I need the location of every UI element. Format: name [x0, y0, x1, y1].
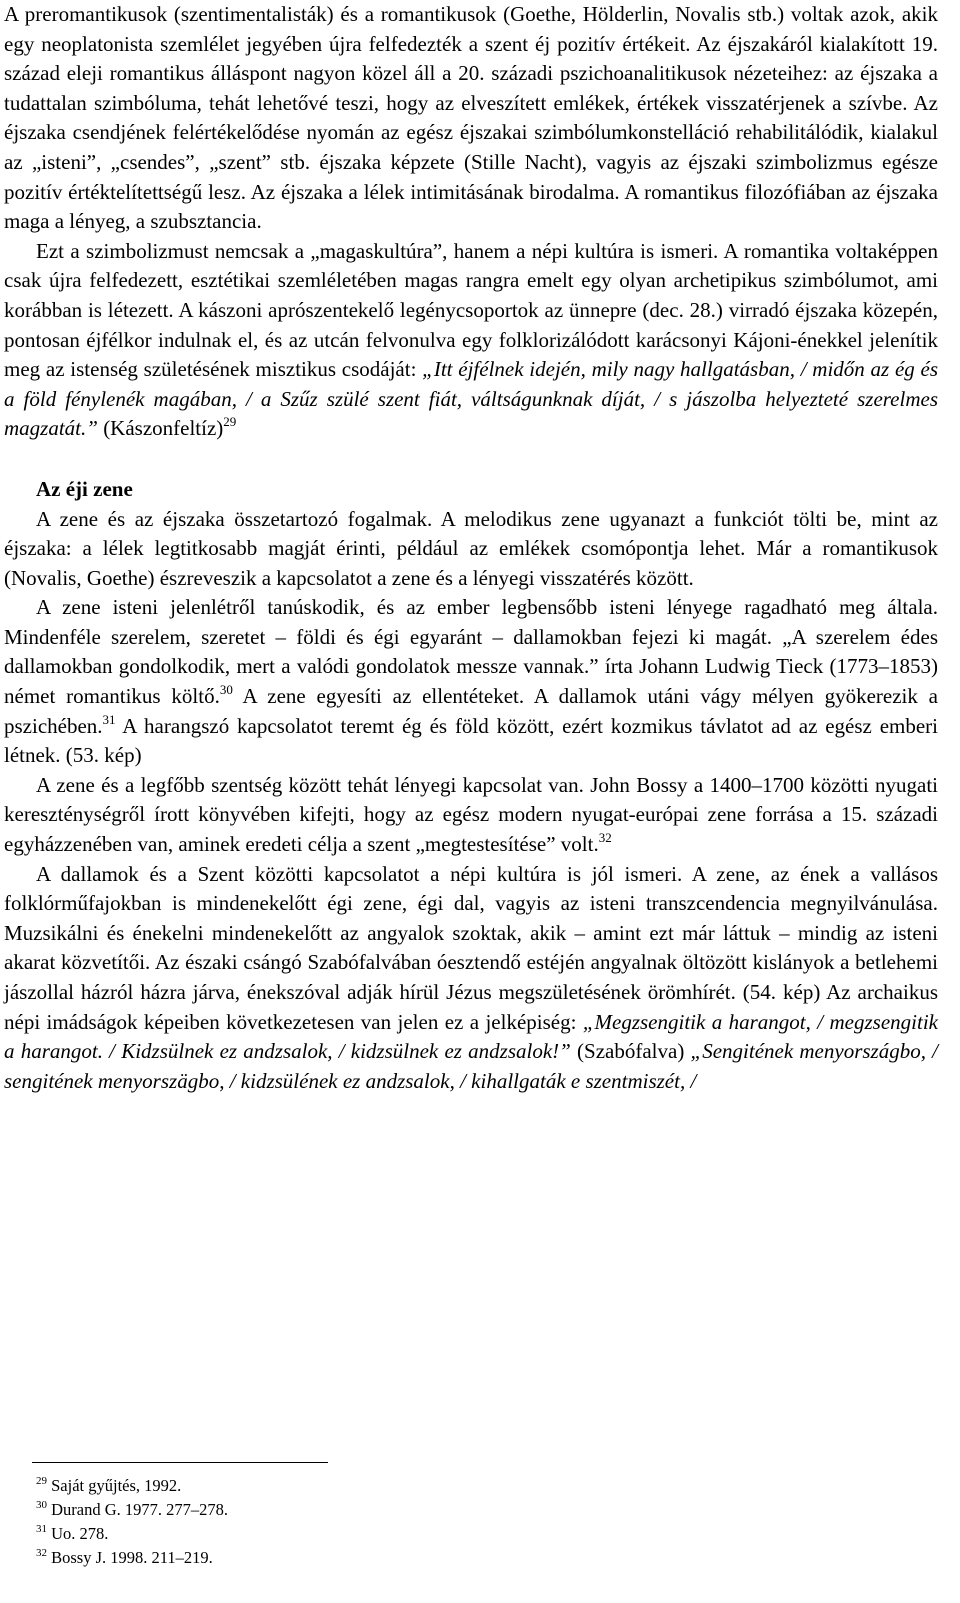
prayer-quote-1: „Megzsengitik a harangot, / megzsengitik a harangot. / Kidzsülnek ez andzsalok, / kidzsülnek ez andzsalok!” — [4, 1009, 938, 1064]
footnote-number: 30 — [36, 1499, 47, 1511]
carol-source: (Kászonfeltíz) — [97, 416, 224, 441]
footnote-ref-29: 29 — [223, 414, 237, 430]
carol-quote: „Itt éjfélnek idején, mily nagy hallgatásban, / midőn az ég és a föld fénylenék magában, / a Szűz szülé szent fiát, váltságunknak díját, / s jászolba helyezteté szerelmes magzatát.” — [4, 357, 938, 441]
paragraph-3: A zene és az éjszaka összetartozó fogalmak. A melodikus zene ugyanazt a funkciót tölti be, mint az éjszaka: a lélek legtitkosabb magját érinti, például az emlékek csomópontja lehet. Már a romantikusok (Novalis, Goethe) észreveszik a kapcsolatot a zene és a lényegi visszatérés között. — [4, 506, 938, 590]
prayer-quote-2: „Sengitének menyországbo, / sengitének menyorszägbo, / kidzsülének ez andzsalok, / kihallgaták e szentmiszét, / — [4, 1039, 939, 1093]
footnote-ref-30: 30 — [219, 682, 233, 698]
paragraph-5-text: A zene és a legfőbb szentség között tehát lényegi kapcsolat van. John Bossy a 1400–1700 közötti nyugati kereszténységről írott könyvében kifejti, hogy az egész modern nyugat-európai zene forrása a 15. századi egyházzenében van, aminek eredeti célja a szent „megtestesítése” volt. — [4, 772, 938, 857]
paragraph-2 — [4, 237, 938, 444]
paragraph-1: A preromantikusok (szentimentalisták) és a romantikusok (Goethe, Hölderlin, Novalis stb.) voltak azok, akik egy neoplatonista szemlélet jegyében újra felfedezték a szent éj pozitív értékeit. Az éjszakáról kialakított 19. század eleji romantikus álláspont nagyon közel áll a 20. századi pszichoanalitikusok nézeteihez: az éjszaka a tudattalan szimbóluma, tehát lehetővé teszi, hogy az elveszített emlékek, értékek visszatérjenek a szívbe. Az éjszaka csendjének felértékelődése nyomán az egész éjszakai szimbólumkonstelláció rehabilitálódik, kialakul az „isteni”, „csendes”, „szent” stb. éjszaka képzete (Stille Nacht), vagyis az éjszaki szimbolizmus egésze pozitív értéktelítettségű lesz. Az éjszaka a lélek intimitásának birodalma. A romantikus filozófiában az éjszaka maga a lényeg, a szubsztancia. — [4, 2, 938, 234]
paragraph-4-text-c: A harangszó kapcsolatot teremt ég és föld között, ezért kozmikus távlatot ad az egész emberi létnek. (53. kép) — [4, 713, 938, 768]
footnote-number: 32 — [36, 1547, 47, 1559]
footnote-31 — [36, 1522, 228, 1546]
footnotes — [36, 1474, 228, 1570]
paragraph-2-text: Ezt a szimbolizmust nemcsak a „magaskultúra”, hanem a népi kultúra is ismeri. A romantika voltaképpen csak újra felfedezett, esztétikai szemléletében magas rangra emelt egy olyan archetipikus szimbólumot, ami korábban is létezett. A kászoni aprószentekelő legénycsoportok az ünnepre (dec. 28.) virradó éjszaka közepén, pontosan éjfélkor indulnak el, és az utcán felvonulva egy folklorizálódott karácsonyi Kájoni-énekkel jelenítik meg az istenség születésének misztikus csodáját: — [4, 238, 938, 382]
footnote-30 — [36, 1498, 228, 1522]
prayer-source: (Szabófalva) — [570, 1039, 691, 1064]
paragraph-6-text: A dallamok és a Szent közötti kapcsolatot a népi kultúra is jól ismeri. A zene, az ének a vallásos folklórműfajokban is mindenekelőtt égi zene, égi dal, vagyis az isteni transzcendencia megnyilvánulása. Muzsikálni és énekelni mindenekelőtt az angyalok szoktak, akik – amint ezt már láttuk – mindig az isteni akarat közvetítői. Az északi csángó Szabófalvában óesztendő estéjén angyalnak öltözött kislányok a betlehemi jászollal házról házra járva, énekszóval adják hírül Jézus megszületésének örömhírét. (54. kép) Az archaikus népi imádságok képeiben következetesen van jelen ez a jelképiség: — [4, 861, 938, 1034]
paragraph-4-text-b: A zene egyesíti az ellentéteket. A dallamok utáni vágy mélyen gyökerezik a pszichében. — [4, 684, 938, 738]
paragraph-6 — [4, 860, 938, 1097]
footnote-29 — [36, 1474, 228, 1498]
footnote-text: Saját gyűjtés, 1992. — [51, 1476, 182, 1495]
footnote-ref-31: 31 — [102, 711, 116, 727]
document-body — [4, 0, 938, 1096]
footnote-text: Uo. 278. — [51, 1524, 109, 1543]
paragraph-4 — [4, 593, 938, 771]
paragraph-4-text-a: A zene isteni jelenlétről tanúskodik, és az ember legbensőbb isteni lényege ragadható meg általa. Mindenféle szerelem, szeretet – földi és égi egyaránt – dallamokban fejezi ki magát. „A szerelem édes dallamokban gondolkodik, mert a valódi gondolatok messze vannak.” írta Johann Ludwig Tieck (1773–1853) német romantikus költő. — [4, 595, 938, 709]
footnote-text: Durand G. 1977. 277–278. — [51, 1500, 229, 1519]
footnote-number: 29 — [36, 1475, 47, 1487]
footnote-number: 31 — [36, 1523, 47, 1535]
paragraph-5 — [4, 771, 938, 860]
footnote-text: Bossy J. 1998. 211–219. — [51, 1548, 213, 1567]
footnote-32 — [36, 1546, 228, 1570]
section-heading: Az éji zene — [36, 476, 133, 501]
footnote-ref-32: 32 — [598, 830, 612, 846]
footnote-separator — [32, 1462, 328, 1463]
